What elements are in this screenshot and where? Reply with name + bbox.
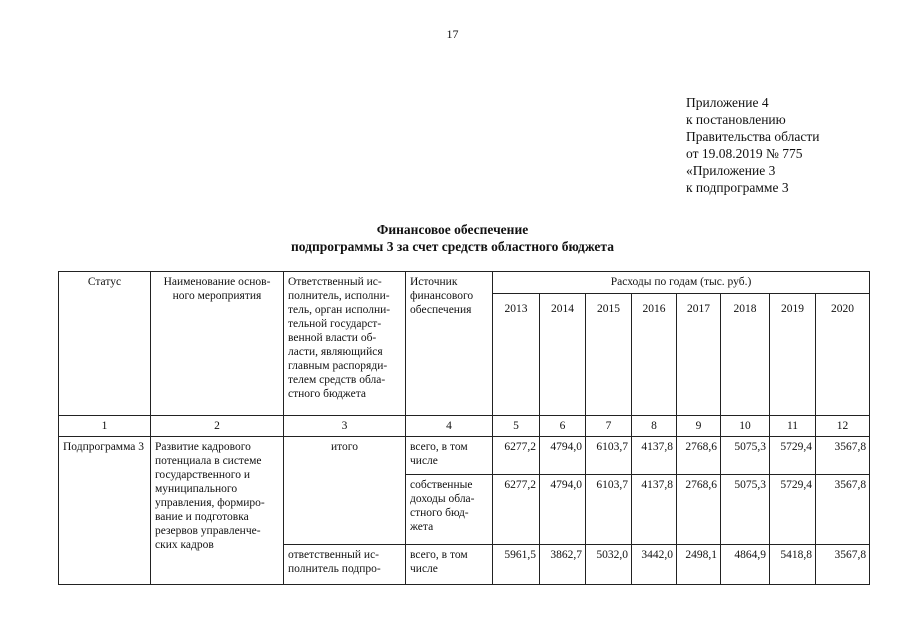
column-numbers-row — [59, 416, 870, 437]
column-number: 12 — [816, 416, 870, 437]
value-cell: 2498,1 — [677, 545, 721, 585]
value-cell: 5729,4 — [770, 437, 816, 475]
value-cell: 6103,7 — [586, 437, 632, 475]
column-number: 7 — [586, 416, 632, 437]
executor-cell: ответственный ис-полнитель подпро- — [284, 545, 406, 585]
executor-cell: итого — [284, 437, 406, 545]
value-cell: 4137,8 — [632, 475, 677, 545]
value-cell: 5075,3 — [721, 475, 770, 545]
page-number: 17 — [446, 27, 459, 41]
value-cell: 4794,0 — [540, 475, 586, 545]
value-cell: 2768,6 — [677, 437, 721, 475]
column-number: 5 — [493, 416, 540, 437]
title-line-2: подпрограммы 3 за счет средств областного бюджета — [291, 239, 614, 254]
value-cell: 4864,9 — [721, 545, 770, 585]
column-number: 2 — [151, 416, 284, 437]
column-number: 3 — [284, 416, 406, 437]
value-cell: 2768,6 — [677, 475, 721, 545]
financing-table — [58, 271, 870, 585]
measure-cell: Развитие кадрового потенциала в системе государственного и муниципального управления, формиро-вание и подготовка резервов управленче-ских кадров — [151, 437, 284, 585]
header-year: 2014 — [540, 294, 586, 416]
value-cell: 5729,4 — [770, 475, 816, 545]
appendix-block — [686, 94, 819, 196]
value-cell: 5418,8 — [770, 545, 816, 585]
column-number: 8 — [632, 416, 677, 437]
header-row — [59, 272, 870, 294]
appendix-line: к постановлению — [686, 112, 786, 127]
value-cell: 3442,0 — [632, 545, 677, 585]
header-year: 2016 — [632, 294, 677, 416]
header-year: 2013 — [493, 294, 540, 416]
header-expenses: Расходы по годам (тыс. руб.) — [493, 272, 870, 294]
header-source: Источник финансового обеспечения — [406, 272, 493, 416]
appendix-line: «Приложение 3 — [686, 163, 776, 178]
source-cell: всего, в том числе — [406, 437, 493, 475]
header-year: 2019 — [770, 294, 816, 416]
title-line-1: Финансовое обеспечение — [376, 222, 529, 237]
column-number: 9 — [677, 416, 721, 437]
header-year: 2020 — [816, 294, 870, 416]
column-number: 11 — [770, 416, 816, 437]
header-year: 2017 — [677, 294, 721, 416]
value-cell: 6277,2 — [493, 437, 540, 475]
column-number: 4 — [406, 416, 493, 437]
appendix-line: от 19.08.2019 № 775 — [686, 146, 803, 161]
header-year: 2018 — [721, 294, 770, 416]
value-cell: 3862,7 — [540, 545, 586, 585]
table-row — [59, 437, 870, 475]
value-cell: 4794,0 — [540, 437, 586, 475]
column-number: 6 — [540, 416, 586, 437]
appendix-line: Приложение 4 — [686, 95, 769, 110]
source-cell: всего, в том числе — [406, 545, 493, 585]
document-title — [0, 221, 905, 255]
value-cell: 4137,8 — [632, 437, 677, 475]
status-cell: Подпрограмма 3 — [59, 437, 151, 585]
value-cell: 6277,2 — [493, 475, 540, 545]
header-status: Статус — [59, 272, 151, 416]
value-cell: 5032,0 — [586, 545, 632, 585]
value-cell: 3567,8 — [816, 437, 870, 475]
value-cell: 3567,8 — [816, 545, 870, 585]
value-cell: 3567,8 — [816, 475, 870, 545]
appendix-line: Правительства области — [686, 129, 820, 144]
source-cell: собственные доходы обла-стного бюд-жета — [406, 475, 493, 545]
header-executor: Ответственный ис-полнитель, исполни-тель, орган исполни-тельной государст-венной власти об-ласти, являющийся главным распоряди-телем средств обла-стного бюджета — [284, 272, 406, 416]
header-measure: Наименование основ-ного мероприятия — [151, 272, 284, 416]
appendix-line: к подпрограмме 3 — [686, 180, 789, 195]
value-cell: 6103,7 — [586, 475, 632, 545]
column-number: 1 — [59, 416, 151, 437]
header-year: 2015 — [586, 294, 632, 416]
value-cell: 5075,3 — [721, 437, 770, 475]
column-number: 10 — [721, 416, 770, 437]
value-cell: 5961,5 — [493, 545, 540, 585]
